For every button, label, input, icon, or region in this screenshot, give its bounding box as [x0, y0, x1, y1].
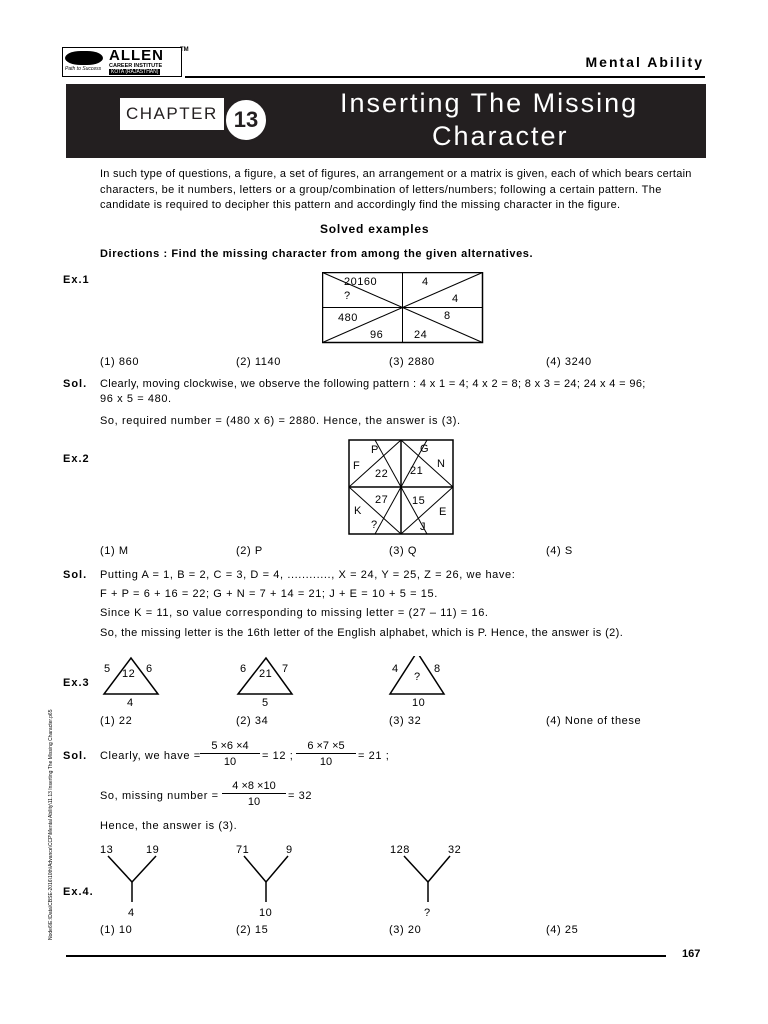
ex3-eq2: = 21 ;: [358, 750, 390, 762]
ex3-t3-left: 4: [392, 663, 399, 675]
ex2-cell-p: P: [371, 444, 379, 456]
ex3-option-2: (2) 34: [236, 715, 269, 727]
ex3-frac1-num: 5 ×6 ×4: [200, 740, 260, 754]
ex2-option-2: (2) P: [236, 545, 263, 557]
ex3-sol-label: Sol.: [63, 750, 88, 762]
ex2-cell-22: 22: [375, 468, 389, 480]
page-number: 167: [682, 948, 701, 960]
ex2-option-4: (4) S: [546, 545, 573, 557]
ex4-fork-2: [230, 842, 302, 920]
ex4-f1-left: 13: [100, 844, 114, 856]
ex1-label: Ex.1: [63, 274, 90, 286]
chapter-label: CHAPTER: [126, 104, 218, 123]
ex4-f2-bottom: 10: [259, 907, 273, 919]
ex4-f3-bottom: ?: [424, 907, 431, 919]
footer-rule: [66, 955, 666, 957]
logo-sub2: KOTA (RAJASTHAN): [111, 69, 159, 75]
ex1-sol-line-1: Clearly, moving clockwise, we observe the following pattern : 4 x 1 = 4; 4 x 2 = 8; 8 x 3 = 24; 24 x 4 = 96;: [100, 378, 646, 390]
side-file-path: Node6\E:\Data\CBSE-2016\10th\Advance\CCP\Mental Ability\11.13 Inserting The Missing Character.p65: [48, 709, 54, 940]
ex4-fork-3: [388, 842, 468, 920]
ex3-t2-right: 7: [282, 663, 289, 675]
logo-sub1: CAREER INSTITUTE: [109, 63, 163, 69]
allen-logo: [62, 47, 182, 77]
ex3-t1-left: 5: [104, 663, 111, 675]
ex4-f3-right: 32: [448, 844, 462, 856]
ex3-t3-right: 8: [434, 663, 441, 675]
ex2-option-1: (1) M: [100, 545, 129, 557]
ex3-fraction-2: [296, 740, 356, 768]
chapter-title-line2: Character: [432, 121, 569, 151]
ex3-missing-prefix: So, missing number =: [100, 790, 219, 802]
ex2-option-3: (3) Q: [389, 545, 418, 557]
ex3-fraction-1: [200, 740, 260, 768]
ex3-frac2-num: 6 ×7 ×5: [296, 740, 356, 754]
ex3-option-3: (3) 32: [389, 715, 422, 727]
ex4-label: Ex.4.: [63, 886, 94, 898]
ex2-cell-n: N: [437, 458, 446, 470]
ex3-fraction-3: [222, 780, 286, 808]
ex4-f3-left: 128: [390, 844, 410, 856]
ex1-figure: [322, 272, 484, 344]
chapter-number-badge: 13: [224, 98, 268, 142]
ex3-t2-left: 6: [240, 663, 247, 675]
ex3-t1-center: 12: [122, 668, 136, 680]
ex1-sol-line-3: So, required number = (480 x 6) = 2880. Hence, the answer is (3).: [100, 415, 461, 427]
intro-line-2: characters, be it numbers, letters or a group/combination of letters/numbers; following a certain pattern. The: [100, 184, 662, 196]
ex2-sol-line-3: Since K = 11, so value corresponding to missing letter = (27 – 11) = 16.: [100, 607, 489, 619]
ex2-sol-line-2: F + P = 6 + 16 = 22; G + N = 7 + 14 = 21; J + E = 10 + 5 = 15.: [100, 588, 438, 600]
ex2-sol-line-4: So, the missing letter is the 16th letter of the English alphabet, which is P. Hence, the answer is (2).: [100, 627, 624, 639]
chapter-banner: [66, 84, 706, 158]
ex1-option-2: (2) 1140: [236, 356, 281, 368]
intro-line-1: In such type of questions, a figure, a set of figures, an arrangement or a matrix is given, each of which bears certain: [100, 168, 692, 180]
ex3-sol-prefix: Clearly, we have =: [100, 750, 201, 762]
ex3-frac1-den: 10: [223, 756, 237, 768]
logo-text: ALLEN: [109, 47, 164, 64]
ex3-t1-bottom: 4: [127, 697, 134, 708]
ex4-option-2: (2) 15: [236, 924, 269, 936]
ex1-cell-5: 480: [338, 312, 358, 324]
ex3-t3-center: ?: [414, 671, 421, 683]
ex3-frac2-den: 10: [319, 756, 333, 768]
ex2-figure: [348, 439, 456, 537]
ex2-cell-j: J: [420, 521, 426, 533]
ex3-triangle-2: [232, 656, 298, 708]
ex3-triangle-3: [386, 656, 452, 708]
chapter-title-line1: Inserting The Missing: [340, 88, 639, 118]
header-rule: [185, 76, 705, 78]
trademark: TM: [180, 47, 189, 53]
ex2-cell-21: 21: [410, 465, 424, 477]
ex2-cell-27: 27: [375, 494, 389, 506]
ex1-cell-2: 4: [422, 276, 429, 288]
ex3-eq1: = 12 ;: [262, 750, 294, 762]
ex2-cell-k: K: [354, 505, 362, 517]
ex3-triangle-1: [98, 656, 164, 708]
ex3-option-4: (4) None of these: [546, 715, 642, 727]
ex1-sol-label: Sol.: [63, 378, 88, 390]
ex2-cell-f: F: [353, 460, 361, 472]
ex1-cell-6: 8: [444, 310, 451, 322]
ex3-t2-bottom: 5: [262, 697, 269, 708]
ex1-cell-8: 24: [414, 329, 428, 341]
ex3-option-1: (1) 22: [100, 715, 133, 727]
ex2-label: Ex.2: [63, 453, 90, 465]
ex2-sol-label: Sol.: [63, 569, 88, 581]
ex1-option-3: (3) 2880: [389, 356, 435, 368]
ex2-cell-missing: ?: [371, 519, 378, 531]
logo-emblem-icon: [65, 51, 103, 65]
ex4-fork-1: [96, 842, 168, 920]
ex4-f1-bottom: 4: [128, 907, 135, 919]
solved-examples-heading: Solved examples: [320, 222, 430, 236]
ex1-cell-4: 4: [452, 293, 459, 305]
ex1-cell-3: ?: [344, 290, 351, 302]
ex1-cell-1: 20160: [344, 276, 378, 288]
ex1-option-4: (4) 3240: [546, 356, 592, 368]
ex2-sol-line-1: Putting A = 1, B = 2, C = 3, D = 4, ............, X = 24, Y = 25, Z = 26, we have:: [100, 569, 516, 581]
ex3-frac3-den: 10: [247, 796, 261, 808]
ex1-cell-7: 96: [370, 329, 384, 341]
ex2-cell-e: E: [439, 506, 447, 518]
directions: Directions : Find the missing character from among the given alternatives.: [100, 248, 534, 260]
logo-tagline: Path to Success: [65, 66, 102, 72]
ex3-label: Ex.3: [63, 677, 90, 689]
ex3-t1-right: 6: [146, 663, 153, 675]
ex4-f1-right: 19: [146, 844, 160, 856]
ex3-t2-center: 21: [259, 668, 273, 680]
ex3-t3-bottom: 10: [412, 697, 426, 708]
ex3-answer: Hence, the answer is (3).: [100, 820, 238, 832]
ex3-eq3: = 32: [288, 790, 313, 802]
ex1-sol-line-2: 96 x 5 = 480.: [100, 393, 172, 405]
ex1-option-1: (1) 860: [100, 356, 140, 368]
ex3-frac3-num: 4 ×8 ×10: [222, 780, 286, 794]
section-title: Mental Ability: [585, 54, 704, 70]
ex4-option-1: (1) 10: [100, 924, 133, 936]
ex4-option-3: (3) 20: [389, 924, 422, 936]
ex4-f2-left: 71: [236, 844, 250, 856]
ex2-cell-15: 15: [412, 495, 426, 507]
ex4-f2-right: 9: [286, 844, 293, 856]
ex2-cell-g: G: [420, 443, 430, 455]
intro-line-3: candidate is required to decipher this pattern and accordingly find the missing character in the figure.: [100, 199, 621, 211]
ex4-option-4: (4) 25: [546, 924, 579, 936]
